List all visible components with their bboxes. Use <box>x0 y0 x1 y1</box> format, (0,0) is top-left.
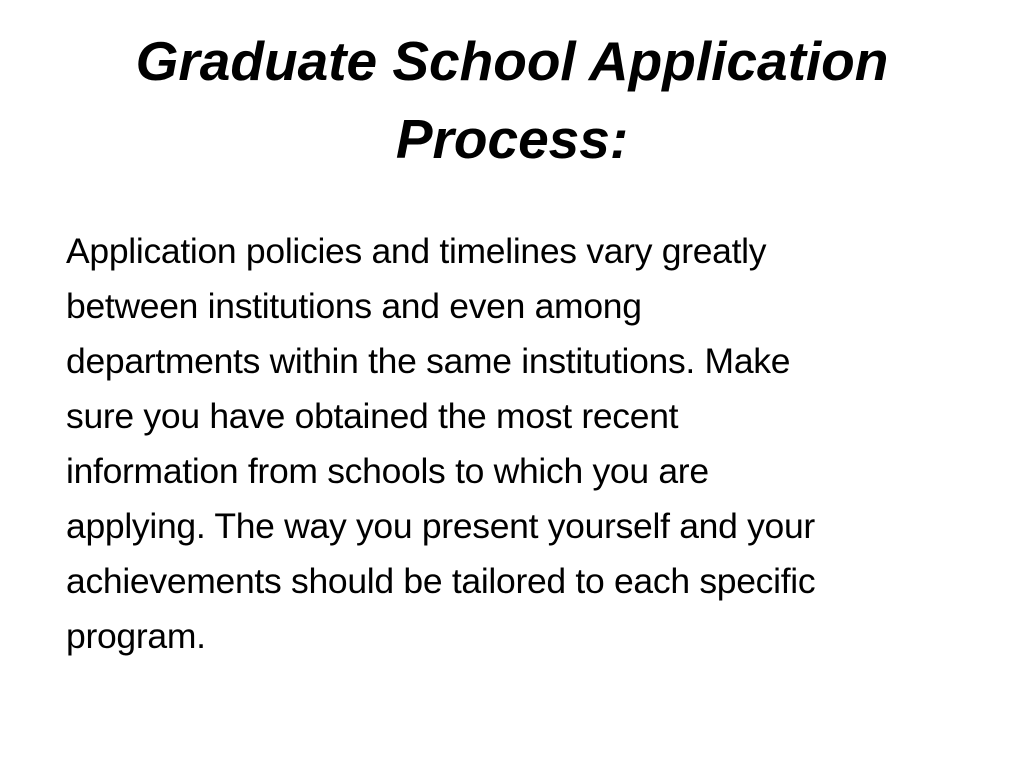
slide-title <box>60 22 964 178</box>
body-line-1: Application policies and timelines vary greatly <box>66 231 767 271</box>
slide-title-line-2: Process: <box>395 108 629 170</box>
body-line-5: information from schools to which you are <box>66 451 709 491</box>
body-line-3: departments within the same institutions. Make <box>66 341 791 381</box>
slide-title-line-1: Graduate School Application <box>135 30 889 92</box>
body-line-7: achievements should be tailored to each specific <box>66 561 816 601</box>
body-line-4: sure you have obtained the most recent <box>66 396 679 436</box>
slide-body-text <box>66 224 966 664</box>
body-line-8: program. <box>66 616 206 656</box>
body-line-2: between institutions and even among <box>66 286 642 326</box>
body-line-6: applying. The way you present yourself and your <box>66 506 815 546</box>
